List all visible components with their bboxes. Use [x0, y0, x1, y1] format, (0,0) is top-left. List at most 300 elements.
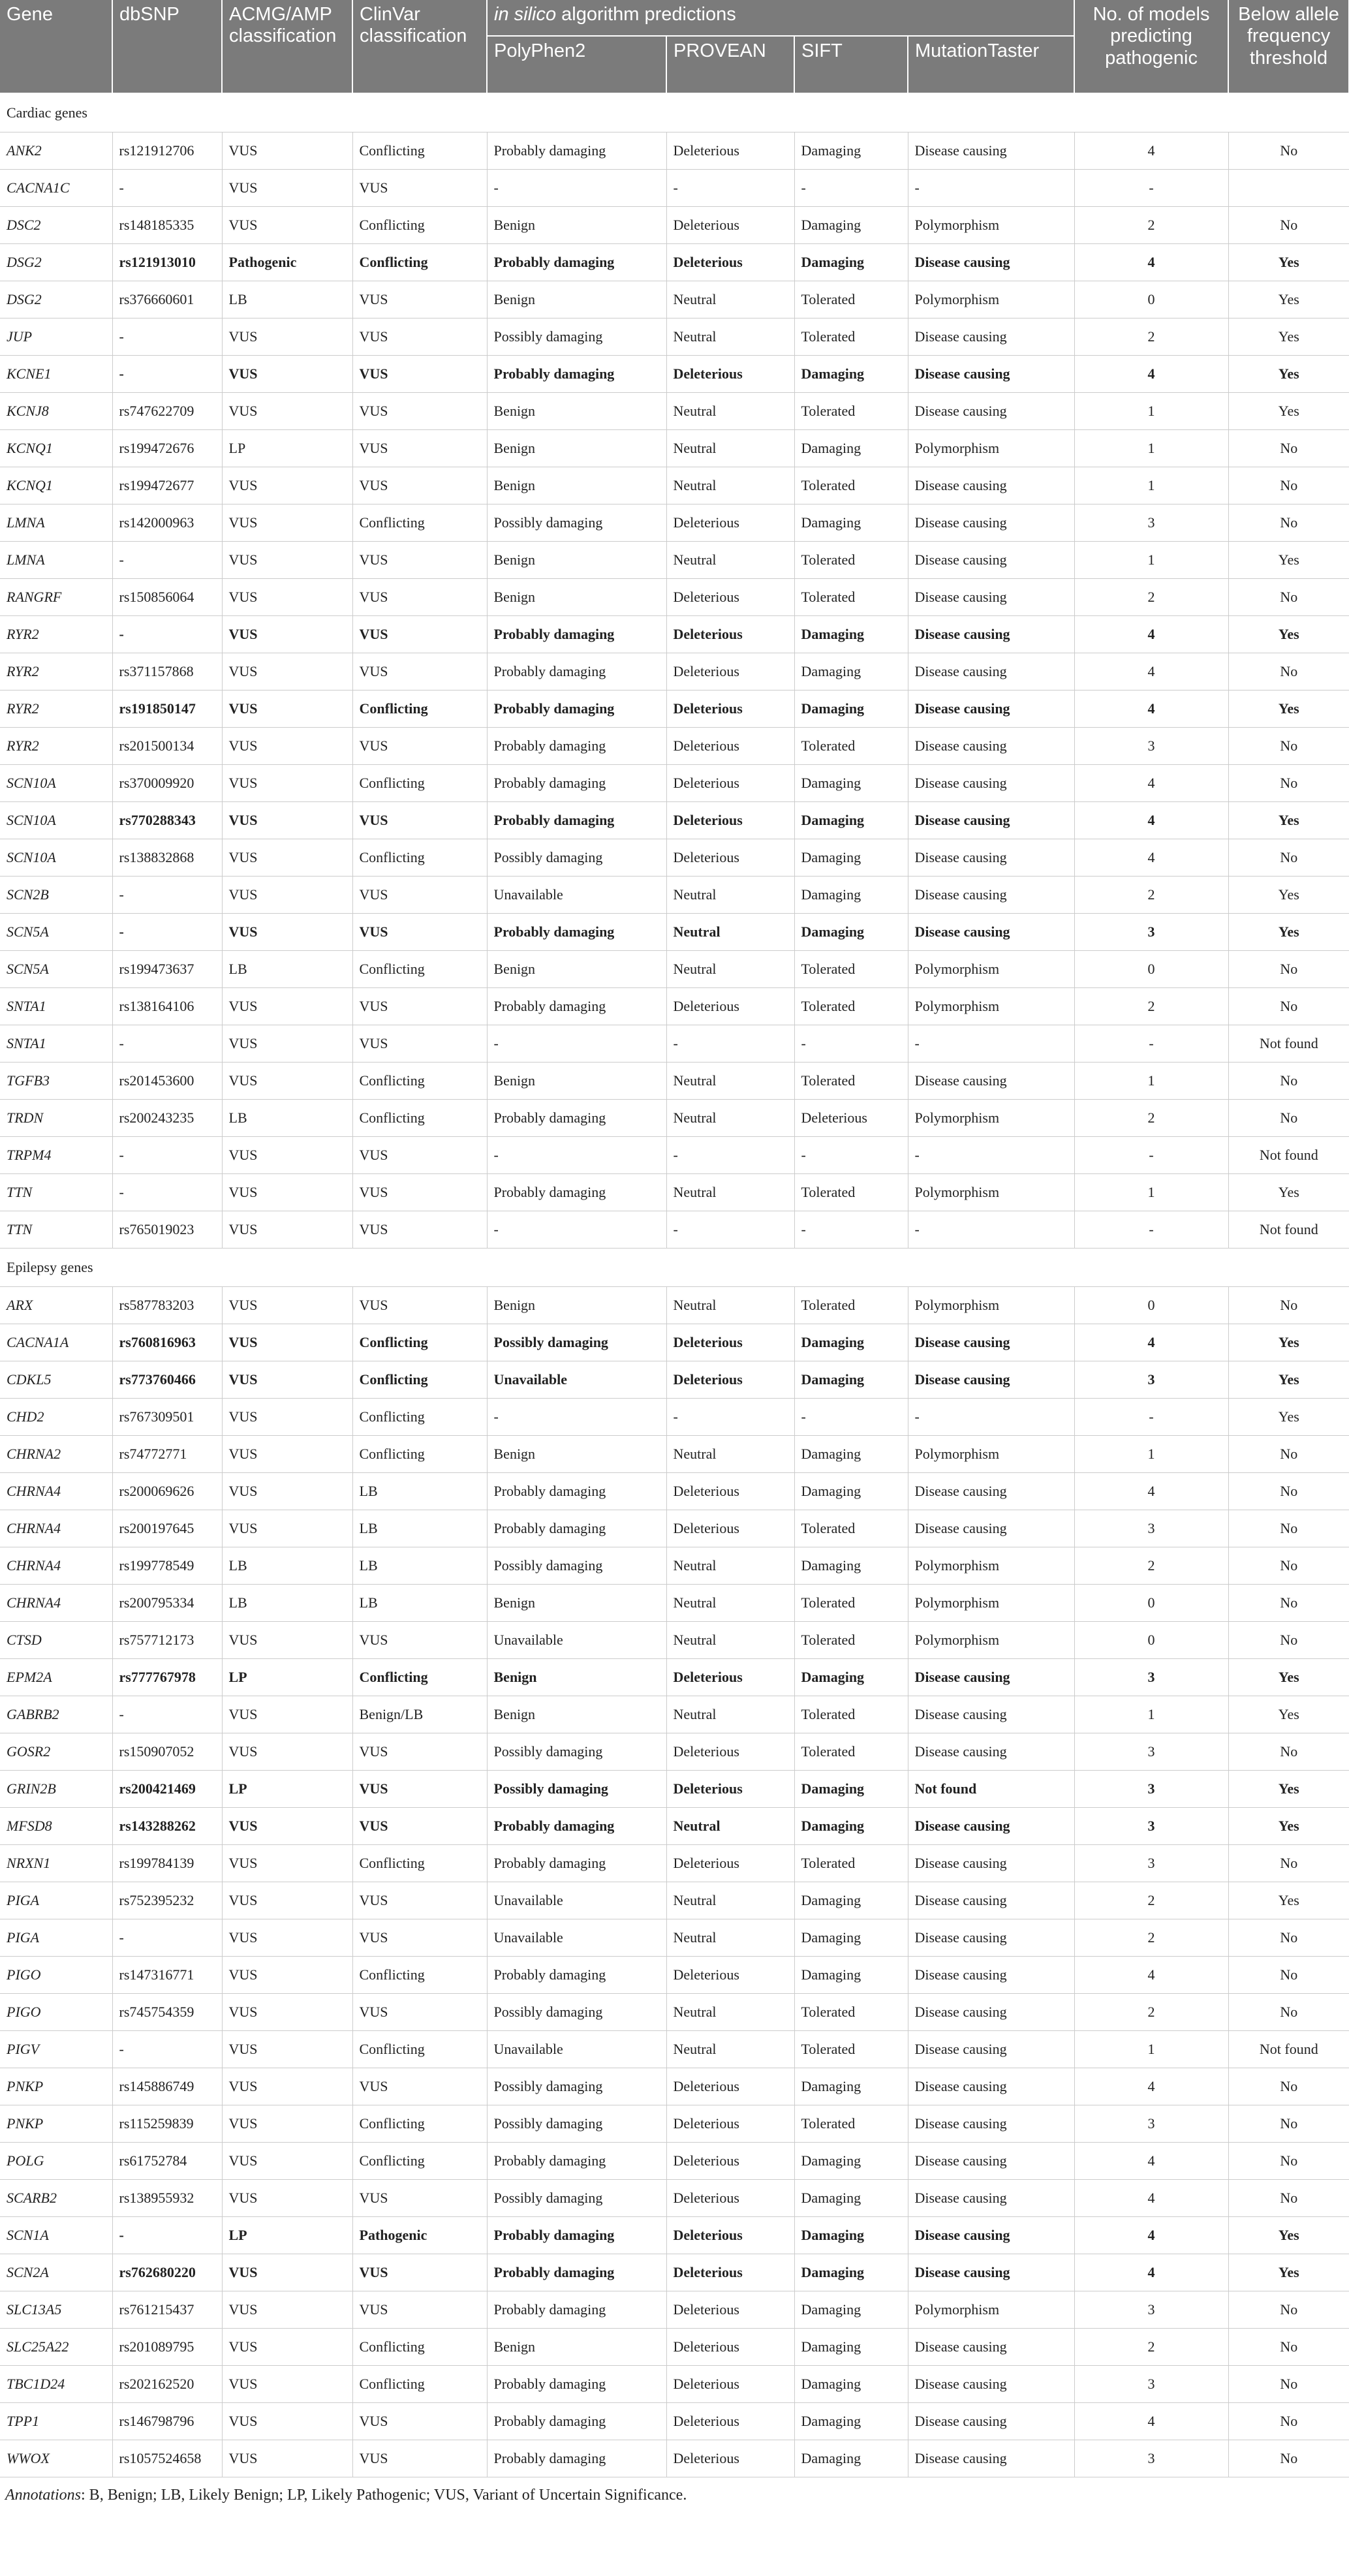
- cell-models: 1: [1074, 542, 1228, 579]
- table-row: [0, 2180, 1349, 2217]
- cell-mutationtaster: Disease causing: [908, 802, 1074, 839]
- cell-mutationtaster: Polymorphism: [908, 281, 1074, 318]
- cell-mutationtaster: Disease causing: [908, 765, 1074, 802]
- cell-dbsnp: rs765019023: [112, 1211, 222, 1249]
- cell-models: 4: [1074, 2068, 1228, 2105]
- cell-dbsnp: -: [112, 1137, 222, 1174]
- cell-clinvar: VUS: [352, 1808, 487, 1845]
- cell-sift: Damaging: [794, 207, 908, 244]
- cell-provean: -: [666, 1211, 794, 1249]
- cell-gene: RYR2: [0, 691, 112, 728]
- cell-acmg: VUS: [222, 1473, 352, 1510]
- cell-polyphen: Unavailable: [487, 2031, 666, 2068]
- cell-sift: -: [794, 1399, 908, 1436]
- cell-dbsnp: rs587783203: [112, 1287, 222, 1324]
- header-threshold: Below allele frequency threshold: [1228, 0, 1349, 93]
- cell-acmg: LP: [222, 1771, 352, 1808]
- cell-polyphen: Benign: [487, 2329, 666, 2366]
- cell-acmg: VUS: [222, 2329, 352, 2366]
- cell-clinvar: Conflicting: [352, 1063, 487, 1100]
- cell-models: 3: [1074, 1733, 1228, 1771]
- cell-acmg: VUS: [222, 132, 352, 170]
- cell-polyphen: Probably damaging: [487, 2217, 666, 2254]
- cell-acmg: VUS: [222, 170, 352, 207]
- cell-mutationtaster: Polymorphism: [908, 207, 1074, 244]
- cell-gene: SNTA1: [0, 1025, 112, 1063]
- cell-acmg: VUS: [222, 1174, 352, 1211]
- cell-threshold: Yes: [1228, 877, 1349, 914]
- cell-sift: Damaging: [794, 616, 908, 653]
- cell-polyphen: Benign: [487, 430, 666, 467]
- header-mutationtaster: MutationTaster: [908, 36, 1074, 93]
- cell-provean: Deleterious: [666, 1361, 794, 1399]
- cell-mutationtaster: Disease causing: [908, 839, 1074, 877]
- cell-sift: Damaging: [794, 1808, 908, 1845]
- cell-gene: SCN10A: [0, 802, 112, 839]
- cell-provean: Neutral: [666, 951, 794, 988]
- cell-mutationtaster: Polymorphism: [908, 430, 1074, 467]
- cell-clinvar: Conflicting: [352, 1436, 487, 1473]
- cell-polyphen: Benign: [487, 1585, 666, 1622]
- cell-mutationtaster: Disease causing: [908, 2329, 1074, 2366]
- cell-dbsnp: rs773760466: [112, 1361, 222, 1399]
- cell-threshold: No: [1228, 839, 1349, 877]
- cell-models: 3: [1074, 1845, 1228, 1882]
- cell-gene: SCN1A: [0, 2217, 112, 2254]
- cell-mutationtaster: Disease causing: [908, 1510, 1074, 1547]
- cell-gene: KCNE1: [0, 356, 112, 393]
- table-row: [0, 1063, 1349, 1100]
- cell-clinvar: Conflicting: [352, 691, 487, 728]
- table-row: [0, 281, 1349, 318]
- cell-acmg: VUS: [222, 2105, 352, 2143]
- cell-sift: Damaging: [794, 504, 908, 542]
- cell-models: -: [1074, 1399, 1228, 1436]
- cell-models: 4: [1074, 1324, 1228, 1361]
- cell-gene: PNKP: [0, 2105, 112, 2143]
- cell-gene: JUP: [0, 318, 112, 356]
- cell-mutationtaster: -: [908, 1137, 1074, 1174]
- cell-polyphen: Probably damaging: [487, 653, 666, 691]
- cell-provean: Deleterious: [666, 2440, 794, 2477]
- cell-models: 3: [1074, 2440, 1228, 2477]
- cell-gene: TRDN: [0, 1100, 112, 1137]
- table-row: [0, 839, 1349, 877]
- cell-polyphen: Unavailable: [487, 1361, 666, 1399]
- cell-models: 4: [1074, 2217, 1228, 2254]
- cell-dbsnp: rs761215437: [112, 2291, 222, 2329]
- cell-mutationtaster: Polymorphism: [908, 1547, 1074, 1585]
- cell-mutationtaster: Disease causing: [908, 2217, 1074, 2254]
- table-row: [0, 1771, 1349, 1808]
- cell-gene: TTN: [0, 1174, 112, 1211]
- cell-threshold: No: [1228, 1919, 1349, 1957]
- cell-dbsnp: rs767309501: [112, 1399, 222, 1436]
- cell-models: 2: [1074, 877, 1228, 914]
- cell-threshold: No: [1228, 2403, 1349, 2440]
- cell-models: 4: [1074, 691, 1228, 728]
- cell-provean: Neutral: [666, 914, 794, 951]
- cell-acmg: VUS: [222, 2366, 352, 2403]
- cell-acmg: VUS: [222, 1510, 352, 1547]
- cell-dbsnp: rs74772771: [112, 1436, 222, 1473]
- cell-gene: SNTA1: [0, 988, 112, 1025]
- cell-threshold: No: [1228, 2180, 1349, 2217]
- cell-sift: Damaging: [794, 1473, 908, 1510]
- annotations-text: : B, Benign; LB, Likely Benign; LP, Likely Pathogenic; VUS, Variant of Uncertain Significance.: [81, 2487, 687, 2504]
- cell-acmg: VUS: [222, 1063, 352, 1100]
- cell-acmg: VUS: [222, 542, 352, 579]
- cell-acmg: VUS: [222, 318, 352, 356]
- cell-mutationtaster: Disease causing: [908, 914, 1074, 951]
- cell-gene: SCARB2: [0, 2180, 112, 2217]
- cell-threshold: [1228, 170, 1349, 207]
- cell-dbsnp: rs121913010: [112, 244, 222, 281]
- cell-mutationtaster: Not found: [908, 1771, 1074, 1808]
- cell-sift: Tolerated: [794, 1696, 908, 1733]
- cell-provean: Deleterious: [666, 504, 794, 542]
- cell-acmg: VUS: [222, 1696, 352, 1733]
- cell-threshold: Yes: [1228, 1882, 1349, 1919]
- cell-dbsnp: rs145886749: [112, 2068, 222, 2105]
- table-row: [0, 1287, 1349, 1324]
- cell-provean: Deleterious: [666, 802, 794, 839]
- cell-polyphen: Probably damaging: [487, 616, 666, 653]
- cell-clinvar: VUS: [352, 393, 487, 430]
- cell-acmg: LB: [222, 1585, 352, 1622]
- cell-threshold: Not found: [1228, 1137, 1349, 1174]
- cell-acmg: VUS: [222, 728, 352, 765]
- cell-sift: Damaging: [794, 877, 908, 914]
- table-row: [0, 356, 1349, 393]
- cell-polyphen: Benign: [487, 1063, 666, 1100]
- table-row: [0, 2143, 1349, 2180]
- cell-clinvar: Conflicting: [352, 132, 487, 170]
- cell-acmg: VUS: [222, 1287, 352, 1324]
- cell-threshold: No: [1228, 504, 1349, 542]
- cell-mutationtaster: Disease causing: [908, 393, 1074, 430]
- cell-models: 4: [1074, 616, 1228, 653]
- cell-models: 2: [1074, 1919, 1228, 1957]
- cell-provean: -: [666, 1399, 794, 1436]
- cell-threshold: Yes: [1228, 542, 1349, 579]
- table-row: [0, 393, 1349, 430]
- cell-acmg: LP: [222, 2217, 352, 2254]
- table-row: [0, 1137, 1349, 1174]
- cell-clinvar: VUS: [352, 318, 487, 356]
- cell-models: 4: [1074, 2180, 1228, 2217]
- cell-models: 4: [1074, 839, 1228, 877]
- cell-gene: TBC1D24: [0, 2366, 112, 2403]
- cell-sift: Damaging: [794, 2403, 908, 2440]
- cell-sift: Tolerated: [794, 1585, 908, 1622]
- cell-sift: -: [794, 1211, 908, 1249]
- table-row: [0, 765, 1349, 802]
- cell-sift: Damaging: [794, 132, 908, 170]
- cell-mutationtaster: Disease causing: [908, 653, 1074, 691]
- cell-sift: Damaging: [794, 2068, 908, 2105]
- cell-clinvar: LB: [352, 1547, 487, 1585]
- cell-gene: DSG2: [0, 281, 112, 318]
- cell-sift: Damaging: [794, 2143, 908, 2180]
- cell-provean: Deleterious: [666, 691, 794, 728]
- cell-threshold: Not found: [1228, 2031, 1349, 2068]
- cell-gene: SCN10A: [0, 765, 112, 802]
- cell-sift: Damaging: [794, 1882, 908, 1919]
- cell-acmg: VUS: [222, 1399, 352, 1436]
- cell-provean: Deleterious: [666, 2329, 794, 2366]
- cell-acmg: VUS: [222, 2143, 352, 2180]
- table-row: [0, 2329, 1349, 2366]
- header-sift: SIFT: [794, 36, 908, 93]
- cell-threshold: Not found: [1228, 1211, 1349, 1249]
- cell-sift: Damaging: [794, 2329, 908, 2366]
- cell-clinvar: VUS: [352, 281, 487, 318]
- cell-provean: Neutral: [666, 1585, 794, 1622]
- cell-clinvar: VUS: [352, 1025, 487, 1063]
- cell-sift: Damaging: [794, 2291, 908, 2329]
- cell-gene: PIGV: [0, 2031, 112, 2068]
- cell-provean: Deleterious: [666, 244, 794, 281]
- cell-models: 3: [1074, 2366, 1228, 2403]
- table-row: [0, 1696, 1349, 1733]
- cell-dbsnp: rs371157868: [112, 653, 222, 691]
- cell-models: 1: [1074, 1063, 1228, 1100]
- cell-clinvar: Conflicting: [352, 2031, 487, 2068]
- cell-polyphen: Benign: [487, 542, 666, 579]
- cell-dbsnp: rs199473637: [112, 951, 222, 988]
- cell-polyphen: Benign: [487, 393, 666, 430]
- cell-polyphen: Possibly damaging: [487, 1771, 666, 1808]
- cell-models: 2: [1074, 1882, 1228, 1919]
- header-models: No. of models predicting pathogenic: [1074, 0, 1228, 93]
- cell-provean: Deleterious: [666, 356, 794, 393]
- cell-polyphen: Probably damaging: [487, 244, 666, 281]
- table-body: [0, 93, 1349, 2477]
- cell-polyphen: Unavailable: [487, 1882, 666, 1919]
- table-row: [0, 1659, 1349, 1696]
- cell-acmg: VUS: [222, 802, 352, 839]
- cell-threshold: Yes: [1228, 914, 1349, 951]
- cell-polyphen: Unavailable: [487, 877, 666, 914]
- cell-provean: Deleterious: [666, 207, 794, 244]
- cell-threshold: Yes: [1228, 1771, 1349, 1808]
- cell-provean: Deleterious: [666, 2403, 794, 2440]
- cell-gene: WWOX: [0, 2440, 112, 2477]
- cell-clinvar: VUS: [352, 1733, 487, 1771]
- cell-acmg: VUS: [222, 2440, 352, 2477]
- cell-clinvar: Conflicting: [352, 504, 487, 542]
- cell-dbsnp: -: [112, 1919, 222, 1957]
- cell-models: 1: [1074, 1436, 1228, 1473]
- header-clinvar: ClinVar classification: [352, 0, 487, 93]
- section-title: Epilepsy genes: [0, 1249, 1349, 1287]
- cell-polyphen: Benign: [487, 1436, 666, 1473]
- cell-provean: Deleterious: [666, 132, 794, 170]
- cell-models: 4: [1074, 132, 1228, 170]
- cell-polyphen: Probably damaging: [487, 356, 666, 393]
- cell-sift: Tolerated: [794, 951, 908, 988]
- cell-models: 3: [1074, 504, 1228, 542]
- cell-threshold: Yes: [1228, 1659, 1349, 1696]
- cell-threshold: No: [1228, 2068, 1349, 2105]
- cell-clinvar: LB: [352, 1510, 487, 1547]
- cell-mutationtaster: Disease causing: [908, 2068, 1074, 2105]
- cell-mutationtaster: Disease causing: [908, 504, 1074, 542]
- cell-acmg: VUS: [222, 839, 352, 877]
- cell-threshold: No: [1228, 988, 1349, 1025]
- cell-polyphen: Possibly damaging: [487, 2180, 666, 2217]
- cell-gene: PIGA: [0, 1882, 112, 1919]
- cell-models: 4: [1074, 2254, 1228, 2291]
- cell-gene: RYR2: [0, 653, 112, 691]
- cell-dbsnp: rs199778549: [112, 1547, 222, 1585]
- cell-provean: Deleterious: [666, 1324, 794, 1361]
- cell-provean: Neutral: [666, 1287, 794, 1324]
- cell-gene: SCN2B: [0, 877, 112, 914]
- table-row: [0, 170, 1349, 207]
- table-row: [0, 430, 1349, 467]
- cell-sift: Damaging: [794, 914, 908, 951]
- section-row: [0, 1249, 1349, 1287]
- cell-sift: Tolerated: [794, 1174, 908, 1211]
- cell-provean: Neutral: [666, 1994, 794, 2031]
- cell-clinvar: VUS: [352, 914, 487, 951]
- cell-threshold: Yes: [1228, 2254, 1349, 2291]
- cell-polyphen: Probably damaging: [487, 691, 666, 728]
- table-row: [0, 1547, 1349, 1585]
- cell-acmg: VUS: [222, 1025, 352, 1063]
- cell-sift: Damaging: [794, 1547, 908, 1585]
- cell-mutationtaster: Disease causing: [908, 1957, 1074, 1994]
- cell-clinvar: VUS: [352, 1771, 487, 1808]
- cell-polyphen: Probably damaging: [487, 2366, 666, 2403]
- cell-mutationtaster: Disease causing: [908, 616, 1074, 653]
- cell-polyphen: Possibly damaging: [487, 2105, 666, 2143]
- cell-provean: -: [666, 1025, 794, 1063]
- cell-clinvar: Conflicting: [352, 2329, 487, 2366]
- cell-sift: Damaging: [794, 1919, 908, 1957]
- cell-gene: PIGO: [0, 1957, 112, 1994]
- cell-provean: Neutral: [666, 1547, 794, 1585]
- cell-dbsnp: rs146798796: [112, 2403, 222, 2440]
- cell-provean: Neutral: [666, 1808, 794, 1845]
- cell-clinvar: Conflicting: [352, 765, 487, 802]
- cell-clinvar: VUS: [352, 1882, 487, 1919]
- cell-models: 1: [1074, 2031, 1228, 2068]
- cell-gene: NRXN1: [0, 1845, 112, 1882]
- cell-threshold: Yes: [1228, 1808, 1349, 1845]
- cell-clinvar: VUS: [352, 430, 487, 467]
- cell-gene: TGFB3: [0, 1063, 112, 1100]
- cell-gene: EPM2A: [0, 1659, 112, 1696]
- header-dbsnp: dbSNP: [112, 0, 222, 93]
- cell-provean: Neutral: [666, 1696, 794, 1733]
- cell-sift: Damaging: [794, 2180, 908, 2217]
- cell-models: -: [1074, 170, 1228, 207]
- cell-clinvar: VUS: [352, 1287, 487, 1324]
- cell-mutationtaster: Disease causing: [908, 1733, 1074, 1771]
- cell-clinvar: VUS: [352, 1137, 487, 1174]
- cell-clinvar: VUS: [352, 616, 487, 653]
- cell-mutationtaster: Disease causing: [908, 1919, 1074, 1957]
- cell-gene: SCN5A: [0, 951, 112, 988]
- cell-models: 3: [1074, 1808, 1228, 1845]
- cell-models: 1: [1074, 467, 1228, 504]
- cell-mutationtaster: Disease causing: [908, 2440, 1074, 2477]
- cell-mutationtaster: Disease causing: [908, 467, 1074, 504]
- cell-dbsnp: rs200197645: [112, 1510, 222, 1547]
- cell-clinvar: VUS: [352, 542, 487, 579]
- cell-clinvar: LB: [352, 1585, 487, 1622]
- cell-provean: -: [666, 170, 794, 207]
- cell-polyphen: Probably damaging: [487, 2143, 666, 2180]
- cell-polyphen: Probably damaging: [487, 802, 666, 839]
- cell-acmg: VUS: [222, 1733, 352, 1771]
- cell-clinvar: VUS: [352, 2403, 487, 2440]
- annotations-label: Annotations: [5, 2487, 82, 2504]
- cell-dbsnp: rs150907052: [112, 1733, 222, 1771]
- cell-acmg: VUS: [222, 2180, 352, 2217]
- cell-dbsnp: rs777767978: [112, 1659, 222, 1696]
- cell-gene: LMNA: [0, 504, 112, 542]
- cell-threshold: Yes: [1228, 616, 1349, 653]
- cell-sift: Damaging: [794, 653, 908, 691]
- cell-provean: Deleterious: [666, 1957, 794, 1994]
- cell-sift: Tolerated: [794, 1510, 908, 1547]
- cell-sift: Damaging: [794, 1324, 908, 1361]
- table-row: [0, 132, 1349, 170]
- cell-acmg: LB: [222, 951, 352, 988]
- cell-models: 1: [1074, 430, 1228, 467]
- table-row: [0, 1399, 1349, 1436]
- cell-mutationtaster: Polymorphism: [908, 951, 1074, 988]
- cell-models: 2: [1074, 2329, 1228, 2366]
- cell-threshold: No: [1228, 1100, 1349, 1137]
- cell-acmg: VUS: [222, 1957, 352, 1994]
- cell-acmg: VUS: [222, 467, 352, 504]
- cell-threshold: No: [1228, 2329, 1349, 2366]
- cell-threshold: Yes: [1228, 1174, 1349, 1211]
- cell-dbsnp: rs191850147: [112, 691, 222, 728]
- cell-sift: Damaging: [794, 2440, 908, 2477]
- cell-gene: SCN2A: [0, 2254, 112, 2291]
- cell-polyphen: Possibly damaging: [487, 2068, 666, 2105]
- header-insilico-prefix: in silico: [494, 4, 557, 25]
- table-row: [0, 207, 1349, 244]
- cell-provean: Neutral: [666, 2031, 794, 2068]
- cell-models: 3: [1074, 1771, 1228, 1808]
- cell-threshold: Yes: [1228, 691, 1349, 728]
- cell-models: 4: [1074, 244, 1228, 281]
- cell-dbsnp: -: [112, 877, 222, 914]
- cell-mutationtaster: -: [908, 170, 1074, 207]
- cell-threshold: Not found: [1228, 1025, 1349, 1063]
- cell-gene: GABRB2: [0, 1696, 112, 1733]
- cell-mutationtaster: Disease causing: [908, 1473, 1074, 1510]
- table-row: [0, 728, 1349, 765]
- cell-mutationtaster: Disease causing: [908, 1994, 1074, 2031]
- cell-mutationtaster: Disease causing: [908, 579, 1074, 616]
- cell-polyphen: Benign: [487, 579, 666, 616]
- cell-gene: CHRNA4: [0, 1473, 112, 1510]
- cell-polyphen: Possibly damaging: [487, 1994, 666, 2031]
- cell-acmg: VUS: [222, 691, 352, 728]
- cell-dbsnp: rs747622709: [112, 393, 222, 430]
- cell-mutationtaster: Disease causing: [908, 2031, 1074, 2068]
- cell-acmg: VUS: [222, 2254, 352, 2291]
- table-row: [0, 504, 1349, 542]
